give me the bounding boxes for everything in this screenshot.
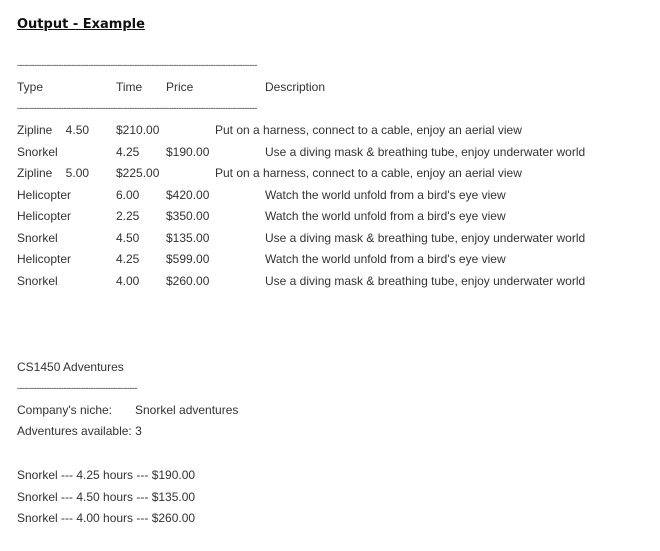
table-header-rule: -------------------------------------------------------------------------------------------------- (17, 103, 257, 113)
row-time: 2.25 (116, 209, 140, 223)
row-type: Zipline 5.00 (17, 166, 90, 180)
row-price: $350.00 (166, 209, 210, 223)
row-description: Put on a harness, connect to a cable, enjoy an aerial view (215, 166, 522, 180)
row-type: Snorkel (17, 144, 58, 159)
row-type: Helicopter (17, 252, 72, 266)
row-time: 6.00 (116, 187, 140, 202)
header-time: Time (116, 80, 143, 94)
row-time: 4.50 (116, 230, 140, 245)
row-type: Helicopter (17, 209, 72, 223)
row-description: Use a diving mask & breathing tube, enjoy underwater world (265, 230, 586, 245)
row-time: $225.00 (116, 166, 160, 180)
row-type: Zipline 4.50 (17, 123, 90, 137)
row-description: Use a diving mask & breathing tube, enjoy underwater world (265, 144, 586, 159)
row-price: $599.00 (166, 252, 210, 266)
row-time: 4.00 (116, 273, 140, 288)
row-price: $260.00 (166, 273, 210, 288)
row-time: $210.00 (116, 123, 160, 137)
table-top-rule: -------------------------------------------------------------------------------------------------- (17, 60, 257, 70)
header-description: Description (265, 80, 326, 94)
niche-value: Snorkel adventures (135, 403, 239, 417)
row-description: Watch the world unfold from a bird's eye view (265, 209, 506, 223)
row-price: $420.00 (166, 187, 210, 202)
header-type: Type (17, 80, 44, 94)
row-description: Watch the world unfold from a bird's eye view (265, 187, 506, 202)
row-description: Watch the world unfold from a bird's eye view (265, 252, 506, 266)
row-type: Snorkel (17, 273, 58, 288)
row-description: Put on a harness, connect to a cable, enjoy an aerial view (215, 123, 522, 137)
row-price: $190.00 (166, 144, 210, 159)
row-description: Use a diving mask & breathing tube, enjoy underwater world (265, 273, 586, 288)
summary-item: Snorkel --- 4.50 hours --- $135.00 (17, 489, 196, 504)
page-title: Output - Example (17, 17, 145, 32)
company-name: CS1450 Adventures (17, 360, 124, 374)
row-price: $135.00 (166, 230, 210, 245)
row-type: Snorkel (17, 230, 58, 245)
row-type: Helicopter (17, 187, 72, 202)
niche-label: Company's niche: (17, 403, 113, 417)
row-time: 4.25 (116, 252, 140, 266)
summary-item: Snorkel --- 4.25 hours --- $190.00 (17, 468, 196, 482)
summary-item: Snorkel --- 4.00 hours --- $260.00 (17, 511, 196, 525)
row-time: 4.25 (116, 144, 140, 159)
adventures-available: Adventures available: 3 (17, 424, 142, 438)
summary-rule: ------------------------------------------------- (17, 383, 137, 393)
header-price: Price (166, 80, 194, 94)
